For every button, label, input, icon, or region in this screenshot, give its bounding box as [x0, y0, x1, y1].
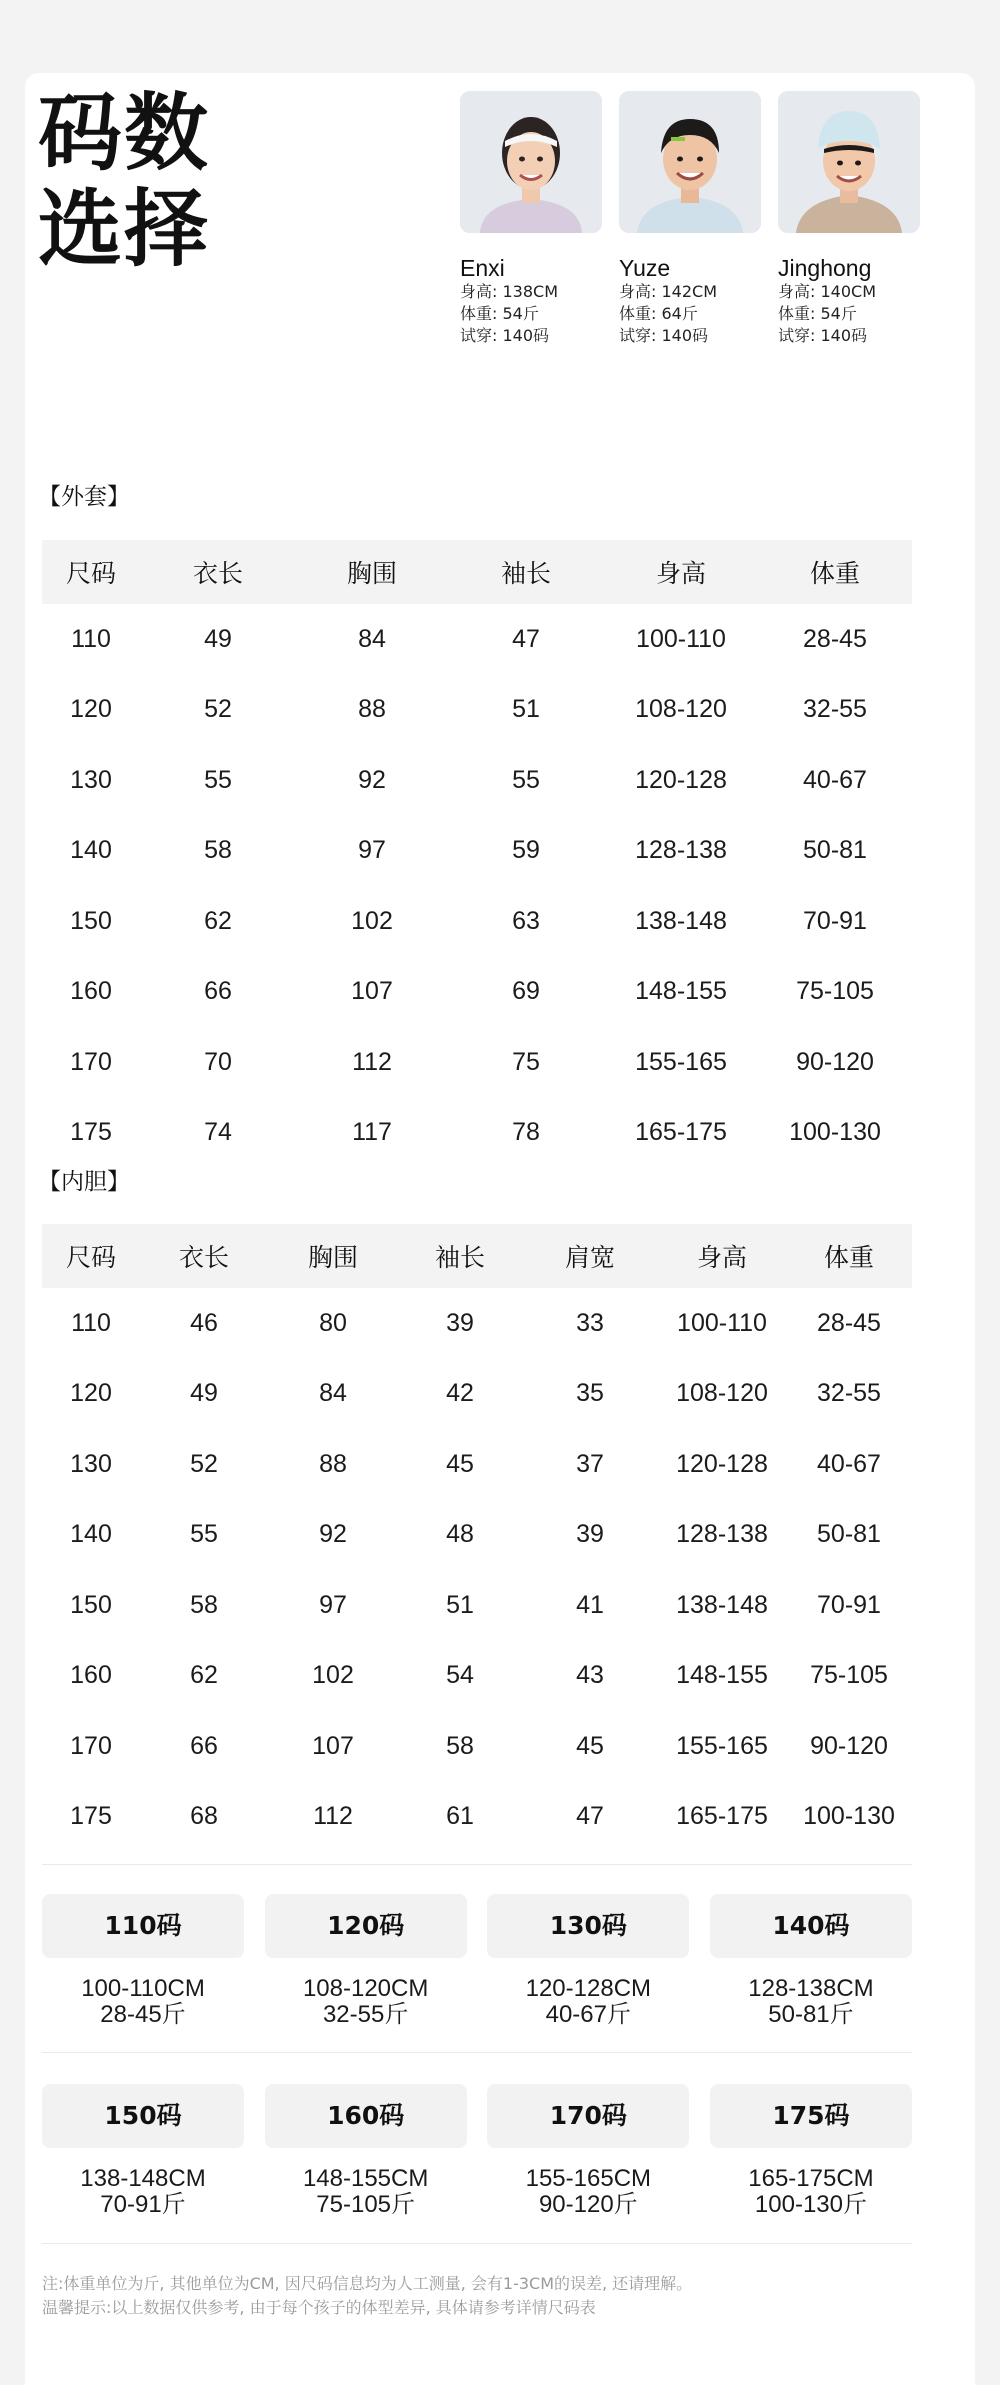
model-photo: [460, 91, 602, 233]
table-cell: 90-120: [810, 1731, 888, 1760]
model-weight: 体重: 54斤: [460, 304, 539, 323]
table-cell: 92: [319, 1520, 347, 1549]
column-header: 体重: [786, 1224, 912, 1288]
weight-range: 100-130斤: [754, 2191, 867, 2218]
table-cell: 100-130: [803, 1802, 895, 1831]
table-cell: 102: [312, 1661, 354, 1690]
outer-size-table: [42, 540, 912, 1168]
table-cell: 66: [204, 977, 232, 1006]
table-row: [42, 1429, 912, 1500]
table-cell: 70-91: [817, 1590, 881, 1619]
table-cell: 100-110: [677, 1308, 767, 1337]
table-cell: 58: [204, 836, 232, 865]
table-cell: 170: [70, 1731, 112, 1760]
table-cell: 165-175: [676, 1802, 768, 1831]
table-cell: 32-55: [803, 695, 867, 724]
table-cell: 120-128: [676, 1449, 768, 1478]
size-guide-item: [42, 1894, 244, 2028]
table-row: [42, 1641, 912, 1712]
table-row: [42, 816, 912, 887]
table-cell: 128-138: [635, 836, 727, 865]
table-cell: 107: [312, 1731, 354, 1760]
table-cell: 50-81: [803, 836, 867, 865]
height-range: 148-155CM: [302, 2165, 429, 2192]
table-cell: 62: [204, 906, 232, 935]
note-line: 温馨提示:以上数据仅供参考, 由于每个孩子的体型差异, 具体请参考详情尺码表: [42, 2298, 596, 2317]
size-guide-item: [42, 2084, 244, 2218]
table-cell: 50-81: [817, 1520, 881, 1549]
table-row: [42, 745, 912, 816]
model-card: [460, 91, 602, 347]
table-cell: 75: [512, 1047, 540, 1076]
table-cell: 130: [70, 765, 112, 794]
table-row: [42, 604, 912, 675]
model-fit-size: 试穿: 140码: [778, 326, 868, 345]
table-cell: 39: [576, 1520, 604, 1549]
table-row: [42, 1500, 912, 1571]
model-weight: 体重: 54斤: [778, 304, 857, 323]
table-cell: 28-45: [817, 1308, 881, 1337]
table-cell: 117: [352, 1118, 392, 1147]
divider: [42, 1864, 912, 1865]
table-cell: 97: [319, 1590, 347, 1619]
table-cell: 42: [446, 1379, 474, 1408]
table-cell: 40-67: [803, 765, 867, 794]
table-cell: 47: [512, 624, 540, 653]
table-cell: 112: [313, 1802, 353, 1831]
model-fit-size: 试穿: 140码: [619, 326, 709, 345]
table-cell: 69: [512, 977, 540, 1006]
column-header: 尺码: [42, 540, 140, 604]
size-guide-item: [487, 1894, 689, 2028]
table-cell: 62: [190, 1661, 218, 1690]
table-row: [42, 1711, 912, 1782]
height-range: 138-148CM: [80, 2165, 206, 2192]
table-cell: 97: [358, 836, 386, 865]
size-pill: 110码: [42, 1894, 244, 1958]
table-cell: 74: [204, 1118, 232, 1147]
table-cell: 138-148: [676, 1590, 768, 1619]
model-name: Jinghong: [778, 255, 872, 281]
table-cell: 148-155: [676, 1661, 768, 1690]
table-cell: 90-120: [796, 1047, 874, 1076]
table-cell: 47: [576, 1802, 604, 1831]
table-cell: 32-55: [817, 1379, 881, 1408]
table-cell: 43: [576, 1661, 604, 1690]
table-cell: 112: [352, 1047, 392, 1076]
table-cell: 28-45: [803, 624, 867, 653]
table-cell: 49: [190, 1379, 218, 1408]
height-range: 120-128CM: [525, 1975, 652, 2002]
table-cell: 58: [446, 1731, 474, 1760]
table-cell: 100-130: [789, 1118, 881, 1147]
table-cell: 61: [446, 1802, 474, 1831]
table-cell: 68: [190, 1802, 218, 1831]
column-header: 身高: [658, 1224, 786, 1288]
size-pill: 120码: [265, 1894, 467, 1958]
table-cell: 80: [319, 1308, 347, 1337]
table-header-row: [42, 1224, 912, 1288]
table-cell: 51: [512, 695, 540, 724]
column-header: 胸围: [268, 1224, 398, 1288]
table-cell: 45: [576, 1731, 604, 1760]
table-row: [42, 1782, 912, 1853]
size-guide-row-2: [42, 2084, 912, 2218]
column-header: 胸围: [296, 540, 448, 604]
model-fit-size: 试穿: 140码: [460, 326, 550, 345]
table-cell: 52: [204, 695, 232, 724]
column-header: 衣长: [140, 540, 296, 604]
size-guide-row-1: [42, 1894, 912, 2028]
column-header: 袖长: [448, 540, 604, 604]
inner-section-label: 【内胆】: [38, 1169, 130, 1195]
table-cell: 55: [204, 765, 232, 794]
table-cell: 40-67: [817, 1449, 881, 1478]
size-guide-item: [710, 2084, 912, 2218]
size-pill: 170码: [487, 2084, 689, 2148]
table-cell: 35: [576, 1379, 604, 1408]
model-photo: [619, 91, 761, 233]
table-cell: 100-110: [636, 624, 726, 653]
model-height: 身高: 138CM: [460, 282, 558, 301]
height-range: 100-110CM: [81, 1975, 205, 2002]
table-cell: 55: [512, 765, 540, 794]
model-card: [619, 91, 761, 347]
size-guide-item: [265, 2084, 467, 2218]
table-cell: 155-165: [676, 1731, 768, 1760]
table-row: [42, 1288, 912, 1359]
size-guide-item: [487, 2084, 689, 2218]
table-cell: 46: [190, 1308, 218, 1337]
table-cell: 52: [190, 1449, 218, 1478]
model-name: Yuze: [619, 255, 671, 281]
table-row: [42, 1570, 912, 1641]
table-cell: 39: [446, 1308, 474, 1337]
model-photo: [778, 91, 920, 233]
table-cell: 155-165: [635, 1047, 727, 1076]
weight-range: 75-105斤: [316, 2191, 416, 2218]
table-row: [42, 675, 912, 746]
table-cell: 108-120: [635, 695, 727, 724]
table-cell: 120: [70, 1379, 112, 1408]
weight-range: 40-67斤: [545, 2001, 631, 2028]
table-cell: 160: [70, 977, 112, 1006]
table-row: [42, 886, 912, 957]
size-pill: 175码: [710, 2084, 912, 2148]
table-cell: 175: [70, 1118, 112, 1147]
table-cell: 92: [358, 765, 386, 794]
size-pill: 140码: [710, 1894, 912, 1958]
table-cell: 150: [70, 906, 112, 935]
table-cell: 130: [70, 1449, 112, 1478]
size-guide-item: [710, 1894, 912, 2028]
table-cell: 108-120: [676, 1379, 768, 1408]
table-cell: 88: [358, 695, 386, 724]
model-height: 身高: 142CM: [619, 282, 717, 301]
weight-range: 32-55斤: [322, 2001, 409, 2028]
divider: [42, 2243, 912, 2244]
column-header: 体重: [758, 540, 912, 604]
inner-size-table: [42, 1224, 912, 1852]
column-header: 袖长: [398, 1224, 522, 1288]
table-cell: 84: [319, 1379, 347, 1408]
table-cell: 55: [190, 1520, 218, 1549]
table-cell: 110: [71, 624, 111, 653]
model-weight: 体重: 64斤: [619, 304, 698, 323]
table-cell: 120-128: [635, 765, 727, 794]
table-row: [42, 1027, 912, 1098]
weight-range: 90-120斤: [538, 2191, 638, 2218]
table-cell: 140: [70, 836, 112, 865]
table-cell: 148-155: [635, 977, 727, 1006]
footnotes: [42, 2272, 692, 2320]
table-cell: 175: [70, 1802, 112, 1831]
table-cell: 41: [576, 1590, 604, 1619]
column-header: 肩宽: [522, 1224, 658, 1288]
table-cell: 150: [70, 1590, 112, 1619]
table-cell: 66: [190, 1731, 218, 1760]
table-cell: 78: [512, 1118, 540, 1147]
title-line-2: 选择: [38, 180, 211, 278]
table-cell: 102: [351, 906, 393, 935]
divider: [42, 2052, 912, 2053]
weight-range: 70-91斤: [100, 2191, 186, 2218]
title-line-1: 码数: [38, 84, 211, 182]
table-cell: 58: [190, 1590, 218, 1619]
table-cell: 70: [204, 1047, 232, 1076]
table-header-row: [42, 540, 912, 604]
size-pill: 160码: [265, 2084, 467, 2148]
size-pill: 150码: [42, 2084, 244, 2148]
column-header: 尺码: [42, 1224, 140, 1288]
height-range: 155-165CM: [525, 2165, 652, 2192]
outer-section-label: 【外套】: [38, 484, 130, 510]
height-range: 108-120CM: [302, 1975, 429, 2002]
table-cell: 51: [446, 1590, 474, 1619]
table-cell: 75-105: [810, 1661, 888, 1690]
column-header: 衣长: [140, 1224, 268, 1288]
table-cell: 54: [446, 1661, 474, 1690]
table-cell: 49: [204, 624, 232, 653]
size-guide-item: [265, 1894, 467, 2028]
table-cell: 160: [70, 1661, 112, 1690]
page-title: [38, 85, 238, 277]
table-cell: 37: [576, 1449, 604, 1478]
table-cell: 75-105: [796, 977, 874, 1006]
table-cell: 88: [319, 1449, 347, 1478]
table-cell: 170: [70, 1047, 112, 1076]
table-cell: 63: [512, 906, 540, 935]
table-cell: 138-148: [635, 906, 727, 935]
note-line: 注:体重单位为斤, 其他单位为CM, 因尺码信息均为人工测量, 会有1-3CM的误差, 还请理解。: [42, 2274, 693, 2293]
table-cell: 45: [446, 1449, 474, 1478]
table-cell: 128-138: [676, 1520, 768, 1549]
table-cell: 140: [70, 1520, 112, 1549]
table-cell: 110: [71, 1308, 111, 1337]
model-card: [778, 91, 920, 347]
table-cell: 120: [70, 695, 112, 724]
table-cell: 33: [576, 1308, 604, 1337]
height-range: 128-138CM: [748, 1975, 874, 2002]
table-row: [42, 957, 912, 1028]
table-cell: 107: [351, 977, 393, 1006]
table-cell: 84: [358, 624, 386, 653]
table-row: [42, 1098, 912, 1169]
weight-range: 28-45斤: [100, 2001, 186, 2028]
table-cell: 48: [446, 1520, 474, 1549]
column-header: 身高: [604, 540, 758, 604]
height-range: 165-175CM: [748, 2165, 874, 2192]
size-pill: 130码: [487, 1894, 689, 1958]
table-cell: 59: [512, 836, 540, 865]
model-height: 身高: 140CM: [778, 282, 876, 301]
model-name: Enxi: [460, 255, 505, 281]
model-list: [460, 91, 920, 347]
table-row: [42, 1359, 912, 1430]
weight-range: 50-81斤: [768, 2001, 854, 2028]
table-cell: 165-175: [635, 1118, 727, 1147]
table-cell: 70-91: [803, 906, 867, 935]
